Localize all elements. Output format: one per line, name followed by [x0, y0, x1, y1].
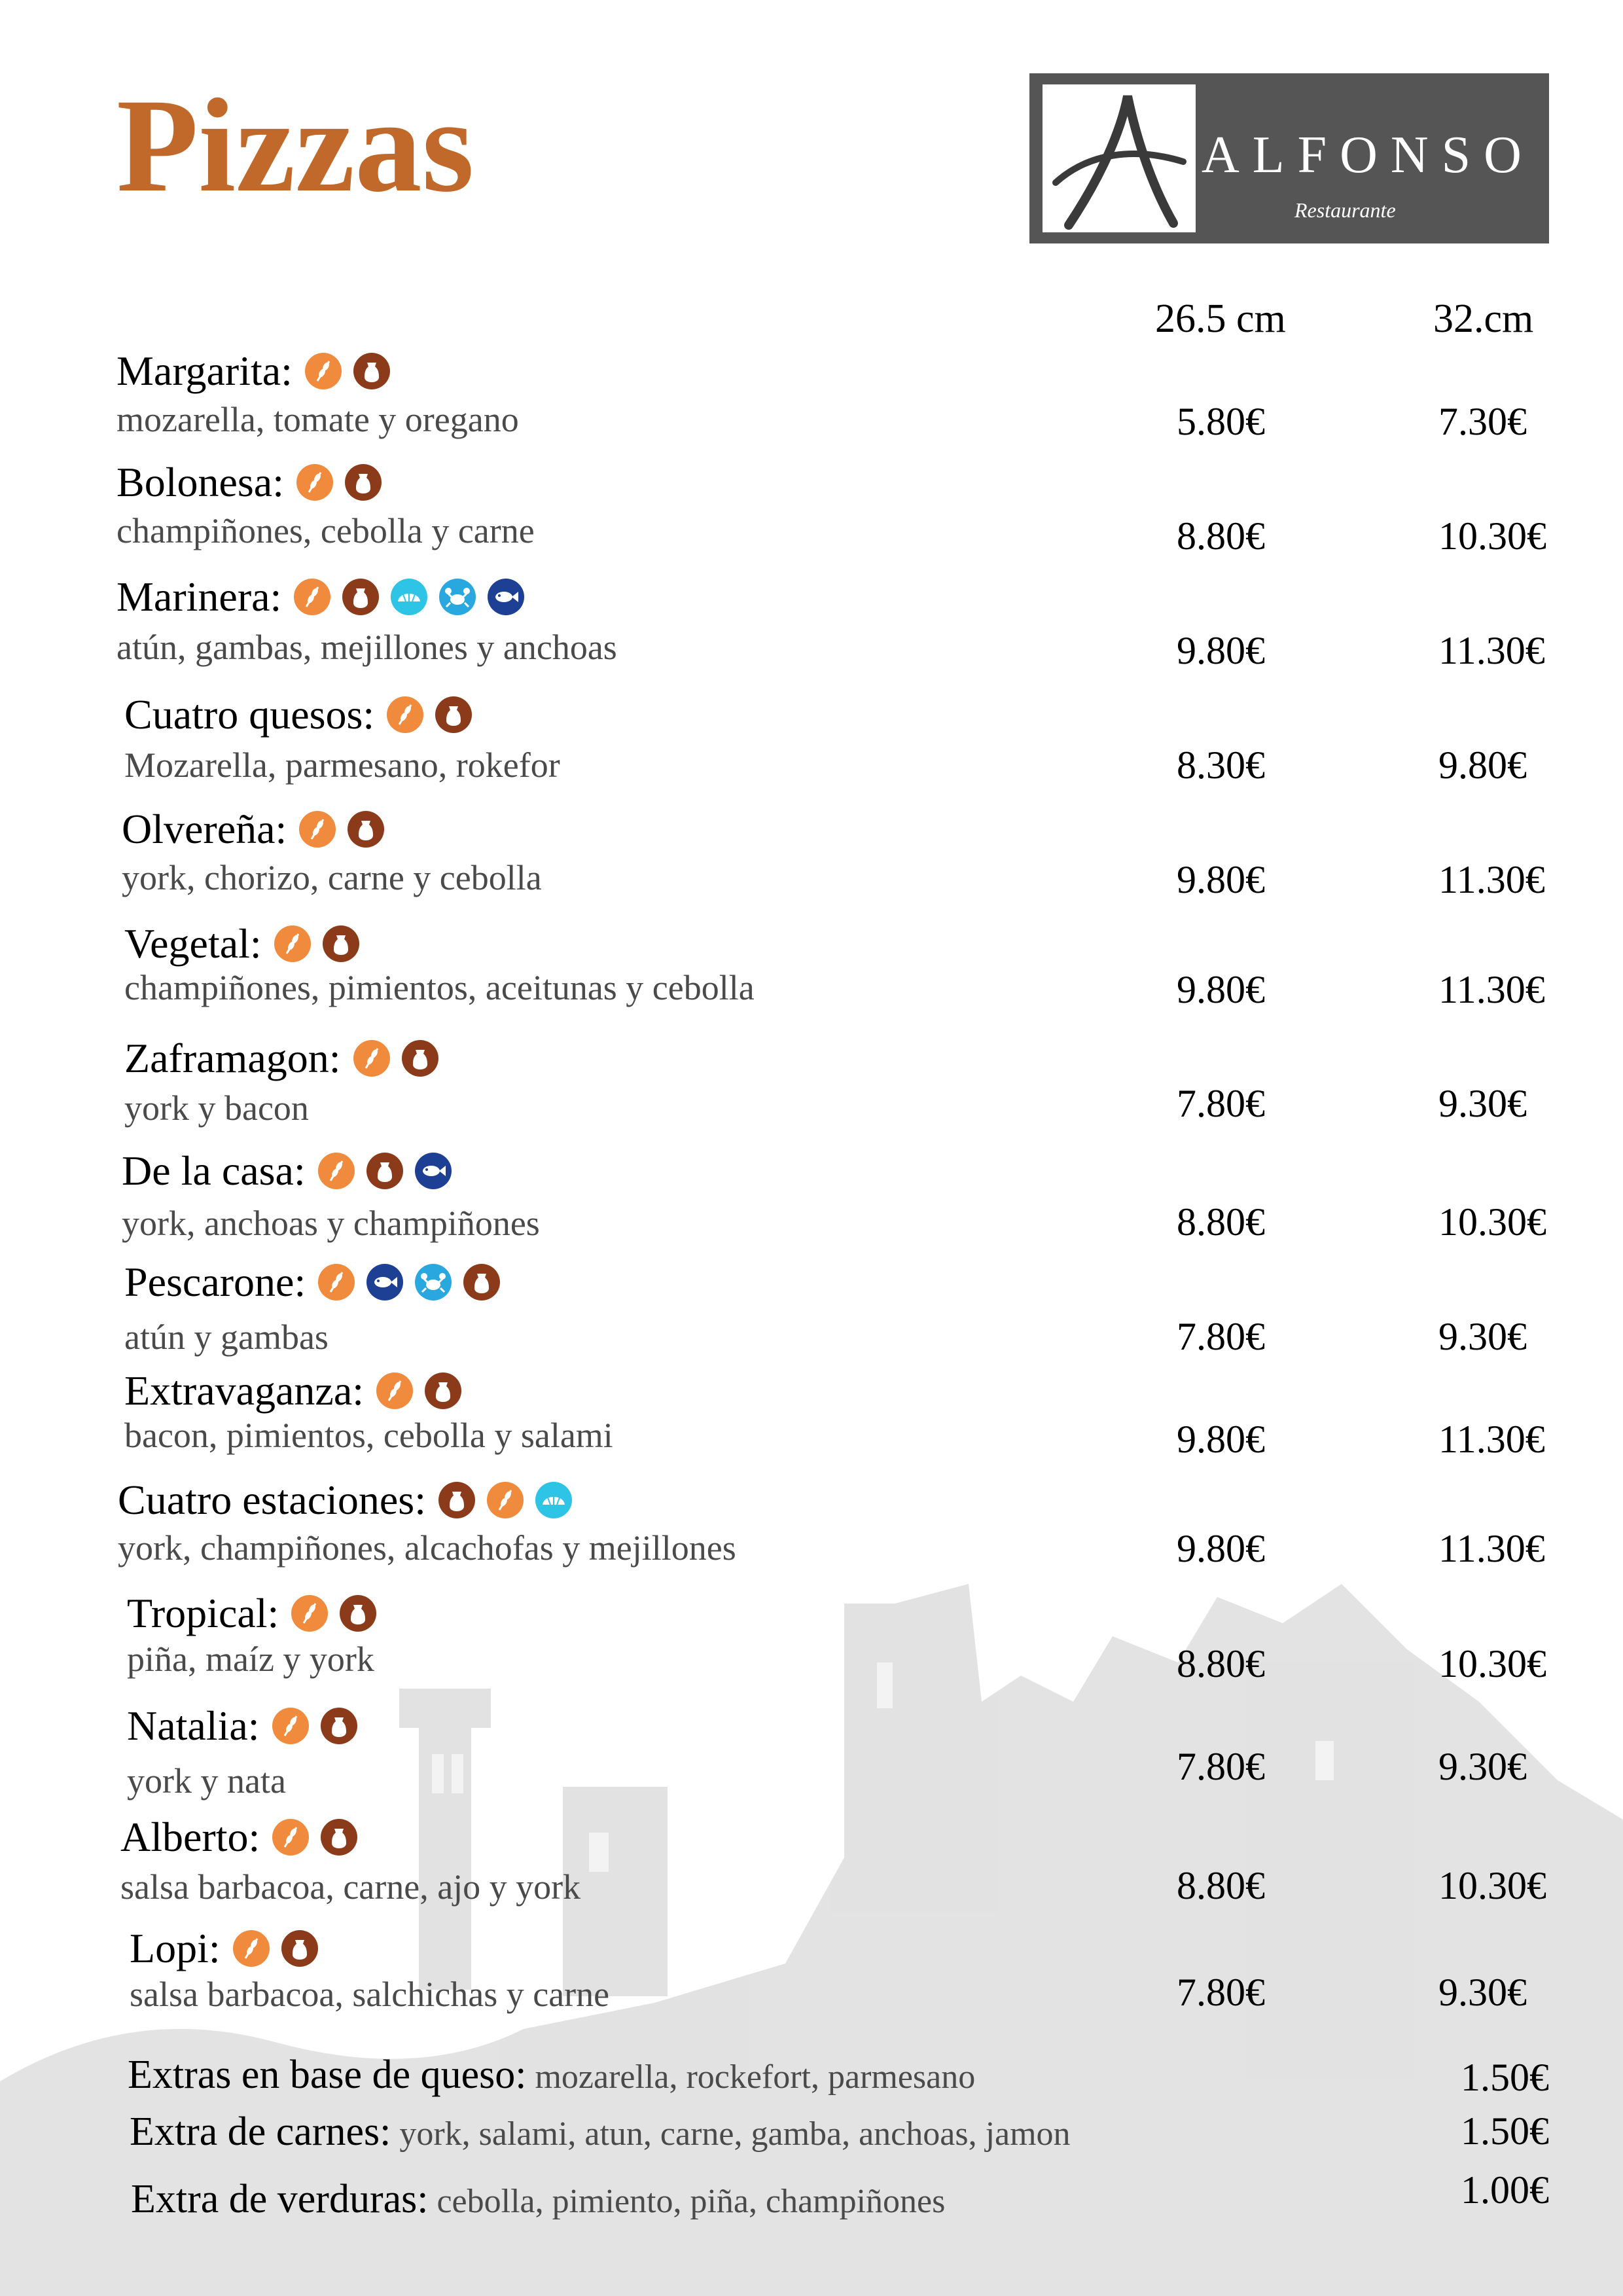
allergen-icons: [304, 352, 391, 390]
logo-a-icon: [1043, 84, 1196, 232]
pizza-name: Cuatro quesos:: [124, 691, 375, 738]
price-large: 11.30€: [1438, 1527, 1545, 1570]
wheat-icon: [293, 578, 331, 616]
price-small: 9.80€: [1177, 968, 1265, 1011]
price-large: 11.30€: [1438, 629, 1545, 672]
wheat-icon: [304, 352, 342, 390]
milk-icon: [320, 1818, 358, 1856]
extra-items: york, salami, atun, carne, gamba, anchoas, jamon: [391, 2115, 1071, 2153]
milk-icon: [320, 1707, 358, 1745]
allergen-icons: [232, 1929, 319, 1967]
pizza-ingredients: mozarella, tomate y oregano: [116, 400, 519, 439]
pizza-ingredients: champiñones, pimientos, aceitunas y cebolla: [124, 968, 755, 1007]
wheat-icon: [317, 1152, 355, 1190]
wheat-icon: [376, 1372, 414, 1410]
extra-label: Extra de verduras:: [131, 2177, 429, 2221]
price-large: 11.30€: [1438, 1418, 1545, 1461]
milk-icon: [322, 925, 360, 963]
pizza-ingredients: york, champiñones, alcachofas y mejillones: [118, 1528, 736, 1568]
pizza-name: Natalia:: [127, 1702, 260, 1749]
extra-row: [130, 2109, 1071, 2155]
price-large: 9.80€: [1438, 744, 1527, 787]
milk-icon: [344, 463, 382, 501]
wheat-icon: [298, 810, 336, 848]
pizza-ingredients: Mozarella, parmesano, rokefor: [124, 745, 560, 785]
price-small: 9.80€: [1177, 858, 1265, 901]
price-small: 7.80€: [1177, 1971, 1265, 2014]
allergen-icons: [298, 810, 385, 848]
wheat-icon: [272, 1818, 310, 1856]
wheat-icon: [386, 696, 424, 734]
pizza-name: Bolonesa:: [116, 459, 284, 505]
pizza-ingredients: atún y gambas: [124, 1318, 329, 1357]
pizza-name: Margarita:: [116, 348, 293, 394]
pizza-ingredients: champiñones, cebolla y carne: [116, 511, 535, 550]
price-large: 11.30€: [1438, 858, 1545, 901]
extra-price: 1.50€: [1461, 2109, 1549, 2153]
size-header-large: 32.cm: [1433, 296, 1534, 341]
allergen-icons: [272, 1707, 358, 1745]
extra-label: Extras en base de queso:: [128, 2053, 527, 2097]
extra-items: cebolla, pimiento, piña, champiñones: [428, 2183, 946, 2220]
price-small: 7.80€: [1177, 1745, 1265, 1788]
price-small: 9.80€: [1177, 1527, 1265, 1570]
price-small: 8.80€: [1177, 514, 1265, 558]
milk-icon: [353, 352, 391, 390]
pizza-name: Pescarone:: [124, 1259, 306, 1305]
milk-icon: [347, 810, 385, 848]
price-large: 7.30€: [1438, 400, 1527, 443]
wheat-icon: [353, 1039, 391, 1077]
wheat-icon: [274, 925, 312, 963]
milk-icon: [342, 578, 380, 616]
pizza-name: Vegetal:: [124, 920, 262, 967]
price-large: 11.30€: [1438, 968, 1545, 1011]
logo-name: ALFONSO: [1202, 126, 1535, 184]
pizza-name: Extravaganza:: [124, 1367, 364, 1414]
wheat-icon: [296, 463, 334, 501]
price-small: 9.80€: [1177, 629, 1265, 672]
price-large: 9.30€: [1438, 1315, 1527, 1358]
price-large: 9.30€: [1438, 1745, 1527, 1788]
allergen-icons: [293, 578, 525, 616]
wheat-icon: [232, 1929, 270, 1967]
price-large: 9.30€: [1438, 1082, 1527, 1125]
pizza-ingredients: york y nata: [127, 1761, 286, 1801]
pizza-ingredients: atún, gambas, mejillones y anchoas: [116, 628, 617, 667]
size-header-small: 26.5 cm: [1155, 296, 1286, 341]
allergen-icons: [272, 1818, 358, 1856]
allergen-icons: [274, 925, 360, 963]
shell-icon: [390, 578, 428, 616]
logo-subtitle: Restaurante: [1294, 198, 1396, 222]
price-large: 10.30€: [1438, 1864, 1546, 1907]
fish-icon: [414, 1152, 452, 1190]
extra-items: mozarella, rockefort, parmesano: [526, 2058, 976, 2096]
fish-icon: [366, 1263, 404, 1301]
shell-icon: [535, 1481, 573, 1519]
milk-icon: [281, 1929, 319, 1967]
pizza-ingredients: york, anchoas y champiñones: [122, 1204, 540, 1243]
price-large: 10.30€: [1438, 1200, 1546, 1244]
price-small: 7.80€: [1177, 1315, 1265, 1358]
price-small: 9.80€: [1177, 1418, 1265, 1461]
pizza-ingredients: bacon, pimientos, cebolla y salami: [124, 1416, 613, 1455]
logo-emblem: [1043, 84, 1196, 232]
page-title: Pizzas: [116, 71, 474, 220]
wheat-icon: [317, 1263, 355, 1301]
price-large: 10.30€: [1438, 1642, 1546, 1685]
extra-price: 1.50€: [1461, 2056, 1549, 2099]
extra-row: [131, 2176, 945, 2223]
allergen-icons: [376, 1372, 462, 1410]
milk-icon: [438, 1481, 476, 1519]
allergen-icons: [317, 1263, 501, 1301]
price-small: 8.30€: [1177, 744, 1265, 787]
fish-icon: [487, 578, 525, 616]
price-large: 10.30€: [1438, 514, 1546, 558]
pizza-name: Olvereña:: [122, 806, 287, 852]
pizza-ingredients: salsa barbacoa, salchichas y carne: [130, 1975, 610, 2014]
pizza-ingredients: salsa barbacoa, carne, ajo y york: [120, 1867, 581, 1907]
crab-icon: [414, 1263, 452, 1301]
pizza-name: Zaframagon:: [124, 1035, 341, 1081]
pizza-name: Tropical:: [127, 1590, 279, 1636]
allergen-icons: [438, 1481, 573, 1519]
extra-label: Extra de carnes:: [130, 2109, 391, 2154]
allergen-icons: [317, 1152, 452, 1190]
price-small: 5.80€: [1177, 400, 1265, 443]
allergen-icons: [291, 1594, 377, 1632]
allergen-icons: [353, 1039, 439, 1077]
milk-icon: [435, 696, 473, 734]
allergen-icons: [296, 463, 382, 501]
wheat-icon: [291, 1594, 329, 1632]
price-small: 8.80€: [1177, 1642, 1265, 1685]
milk-icon: [424, 1372, 462, 1410]
pizza-name: Cuatro estaciones:: [118, 1477, 426, 1523]
price-small: 7.80€: [1177, 1082, 1265, 1125]
pizza-ingredients: york y bacon: [124, 1088, 309, 1128]
milk-icon: [463, 1263, 501, 1301]
pizza-name: De la casa:: [122, 1147, 306, 1194]
pizza-ingredients: york, chorizo, carne y cebolla: [122, 858, 542, 897]
price-small: 8.80€: [1177, 1200, 1265, 1244]
pizza-ingredients: piña, maíz y york: [127, 1640, 374, 1679]
allergen-icons: [386, 696, 473, 734]
pizza-name: Lopi:: [130, 1925, 221, 1971]
pizza-name: Alberto:: [120, 1814, 260, 1860]
milk-icon: [401, 1039, 439, 1077]
price-small: 8.80€: [1177, 1864, 1265, 1907]
extra-price: 1.00€: [1461, 2168, 1549, 2212]
wheat-icon: [272, 1707, 310, 1745]
price-large: 9.30€: [1438, 1971, 1527, 2014]
milk-icon: [339, 1594, 377, 1632]
extra-row: [128, 2052, 975, 2098]
wheat-icon: [486, 1481, 524, 1519]
pizza-name: Marinera:: [116, 573, 282, 620]
crab-icon: [438, 578, 476, 616]
milk-icon: [366, 1152, 404, 1190]
